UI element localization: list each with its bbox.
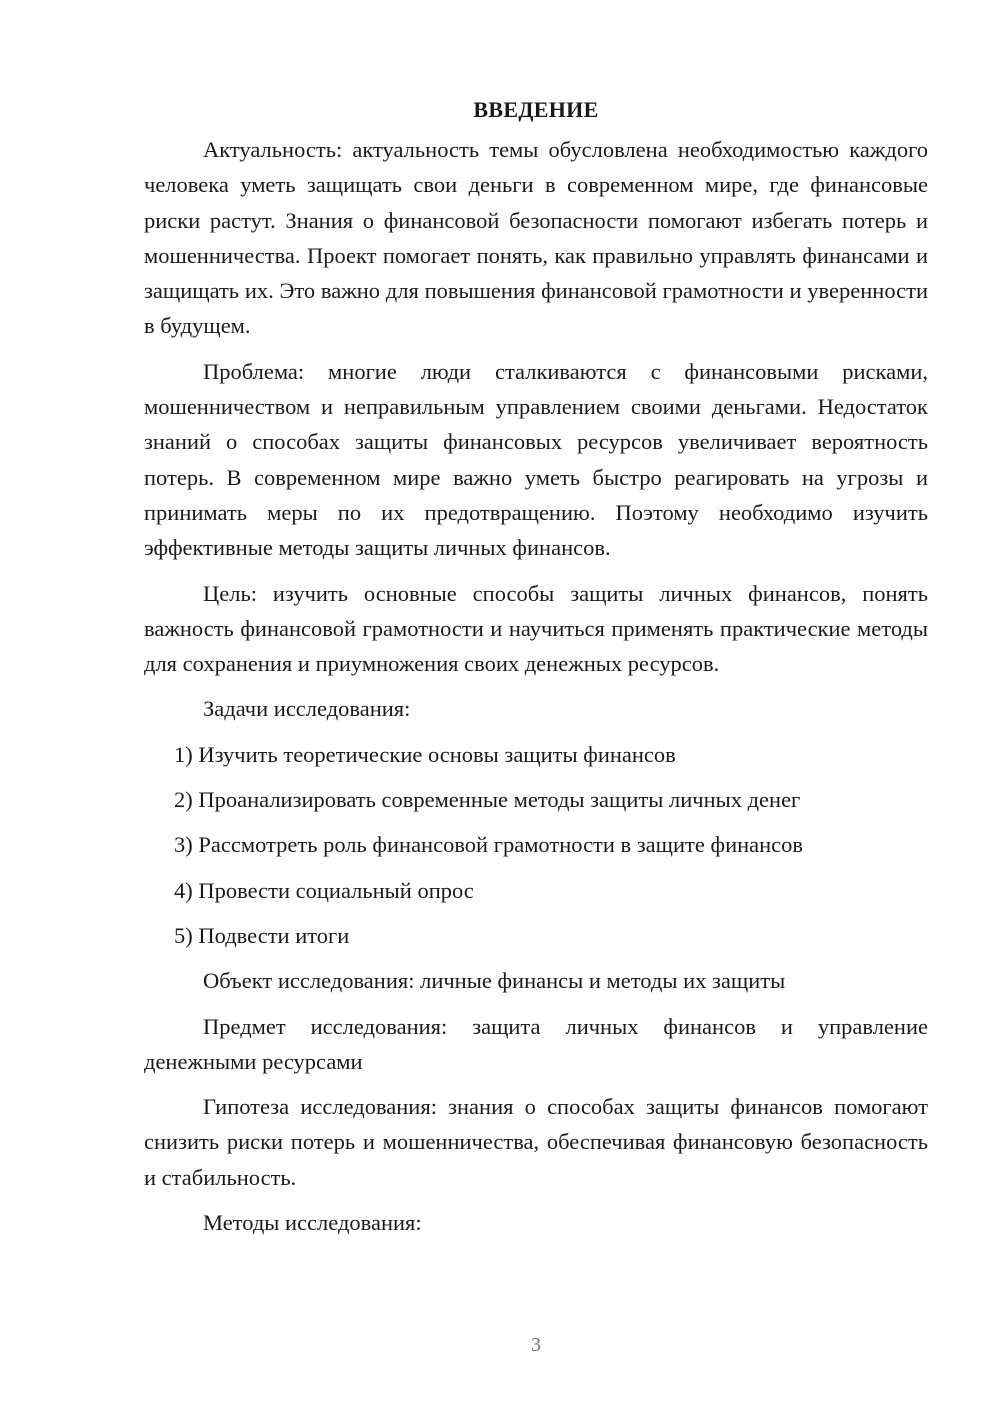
paragraph-subject: Предмет исследования: защита личных финансов и управление денежными ресурсами: [144, 1013, 928, 1074]
paragraph-object: Объект исследования: личные финансы и методы их защиты: [203, 968, 786, 994]
page-body: [144, 94, 928, 1250]
page-title: ВВЕДЕНИЕ: [473, 97, 599, 122]
list-item: 5) Подвести итоги: [174, 922, 350, 948]
tasks-list: [144, 737, 928, 953]
list-item: 1) Изучить теоретические основы защиты финансов: [174, 741, 676, 767]
list-item: 3) Рассмотреть роль финансовой грамотности в защите финансов: [174, 832, 804, 858]
page-number: 3: [531, 1334, 541, 1356]
paragraph-hypothesis: Гипотеза исследования: знания о способах защиты финансов помогают снизить риски потерь и мошенничества, обеспечивая финансовую безопасность и стабильность.: [144, 1094, 928, 1190]
paragraph-goal: Цель: изучить основные способы защиты личных финансов, понять важность финансовой грамотности и научиться применять практические методы для сохранения и приумножения своих денежных ресурсов.: [144, 580, 928, 677]
list-item: 2) Проанализировать современные методы защиты личных денег: [174, 787, 801, 813]
paragraph-problem: Проблема: многие люди сталкиваются с финансовыми рисками, мошенничеством и неправильным управлением своими деньгами. Недостаток знаний о способах защиты финансовых ресурсов увеличивает вероятность потерь. В современном мире важно уметь быстро реагировать на угрозы и принимать меры по их предотвращению. Поэтому необходимо изучить эффективные методы защиты личных финансов.: [144, 358, 928, 561]
list-item: 4) Провести социальный опрос: [174, 877, 474, 903]
paragraph-relevance: Актуальность: актуальность темы обусловлена необходимостью каждого человека уметь защищать свои деньги в современном мире, где финансовые риски растут. Знания о финансовой безопасности помогают избегать потерь и мошенничества. Проект помогает понять, как правильно управлять финансами и защищать их. Это важно для повышения финансовой грамотности и уверенности в будущем.: [144, 137, 928, 339]
paragraph-tasks-heading: Задачи исследования:: [203, 696, 411, 722]
paragraph-methods: Методы исследования:: [203, 1210, 422, 1236]
